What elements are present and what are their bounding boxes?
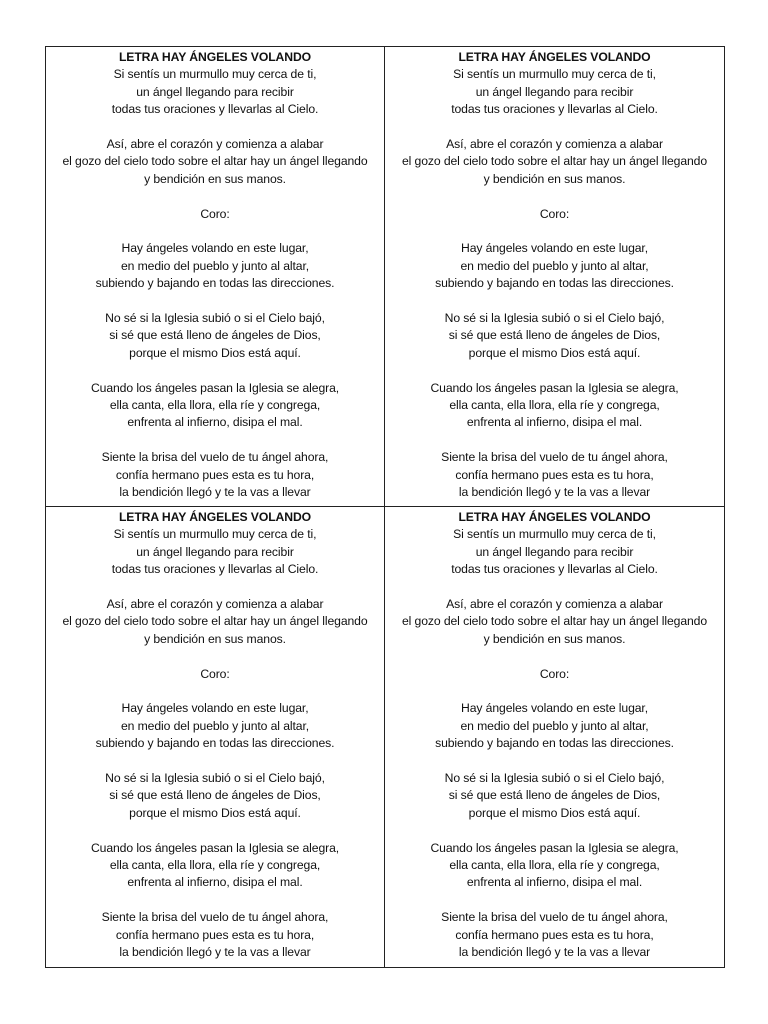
lyric-line: Así, abre el corazón y comienza a alabar [446,597,663,612]
lyric-line: si sé que está lleno de ángeles de Dios, [109,788,321,803]
lyrics-card-top-left [46,47,385,507]
lyric-line: subiendo y bajando en todas las direcciones. [95,736,335,751]
lyric-line: en medio del pueblo y junto al altar, [120,718,310,733]
chorus-label: Coro: [539,206,570,221]
lyric-line: si sé que está lleno de ángeles de Dios, [448,328,661,343]
lyric-line: un ángel llegando para recibir [475,544,634,559]
lyric-line: si sé que está lleno de ángeles de Dios, [448,788,661,803]
lyric-line: la bendición llegó y te la vas a llevar [458,945,651,960]
lyric-line: en medio del pueblo y junto al altar, [460,258,649,273]
lyrics-title: LETRA HAY ÁNGELES VOLANDO [118,50,312,64]
stanza-gap [385,293,724,310]
lyric-line: Siente la brisa del vuelo de tu ángel ahora, [101,450,329,465]
lyric-line: Siente la brisa del vuelo de tu ángel ahora, [101,910,329,925]
lyric-line: enfrenta al infierno, disipa el mal. [127,875,303,890]
stanza-gap [46,822,384,839]
lyric-line: subiendo y bajando en todas las direcciones. [435,276,674,291]
lyric-line: porque el mismo Dios está aquí. [468,805,641,820]
lyric-line: la bendición llegó y te la vas a llevar [119,945,311,960]
stanza-gap [46,648,384,665]
lyrics-card-bottom-left [46,507,385,967]
stanza-gap [385,188,724,205]
stanza-gap [46,223,384,240]
lyric-line: Si sentís un murmullo muy cerca de ti, [453,527,656,542]
lyric-line: enfrenta al infierno, disipa el mal. [127,415,303,430]
lyrics-card-bottom-right [385,507,724,967]
lyric-line: ella canta, ella llora, ella ríe y congrega, [449,858,660,873]
lyric-line: la bendición llegó y te la vas a llevar [119,485,311,500]
chorus-label: Coro: [539,666,570,681]
stanza-gap [46,432,384,449]
lyric-line: porque el mismo Dios está aquí. [468,345,641,360]
stanza-gap [46,293,384,310]
lyric-line: No sé si la Iglesia subió o si el Cielo bajó, [444,771,665,786]
lyric-line: Cuando los ángeles pasan la Iglesia se alegra, [430,380,679,395]
lyric-line: todas tus oraciones y llevarlas al Cielo. [111,102,319,117]
lyric-line: el gozo del cielo todo sobre el altar hay un ángel llegando [62,154,368,169]
lyric-line: Cuando los ángeles pasan la Iglesia se alegra, [430,840,679,855]
lyric-line: el gozo del cielo todo sobre el altar hay un ángel llegando [401,614,708,629]
lyric-line: el gozo del cielo todo sobre el altar hay un ángel llegando [401,154,708,169]
lyric-line: y bendición en sus manos. [144,631,286,646]
lyric-line: Siente la brisa del vuelo de tu ángel ahora, [441,910,668,925]
lyric-line: Hay ángeles volando en este lugar, [461,701,648,716]
lyric-line: Cuando los ángeles pasan la Iglesia se alegra, [90,840,340,855]
lyric-line: Así, abre el corazón y comienza a alabar [106,597,324,612]
lyric-line: en medio del pueblo y junto al altar, [120,258,310,273]
lyric-line: Así, abre el corazón y comienza a alabar [446,137,663,152]
lyric-line: y bendición en sus manos. [483,631,626,646]
stanza-gap [385,119,724,136]
lyric-line: confía hermano pues esta es tu hora, [455,927,654,942]
stanza-gap [385,648,724,665]
lyrics-sheet [45,46,725,968]
lyric-line: ella canta, ella llora, ella ríe y congrega, [109,398,321,413]
stanza-gap [385,753,724,770]
stanza-gap [385,432,724,449]
lyric-line: Cuando los ángeles pasan la Iglesia se alegra, [90,380,340,395]
lyric-line: Hay ángeles volando en este lugar, [121,241,309,256]
stanza-gap [46,188,384,205]
lyric-line: un ángel llegando para recibir [136,544,294,559]
lyrics-card-top-right [385,47,724,507]
lyric-line: la bendición llegó y te la vas a llevar [458,485,651,500]
lyric-line: Si sentís un murmullo muy cerca de ti, [453,67,656,82]
lyric-line: un ángel llegando para recibir [136,84,294,99]
lyric-line: porque el mismo Dios está aquí. [129,805,301,820]
lyric-line: y bendición en sus manos. [144,171,286,186]
lyric-line: ella canta, ella llora, ella ríe y congrega, [449,398,660,413]
stanza-gap [46,753,384,770]
lyric-line: No sé si la Iglesia subió o si el Cielo bajó, [444,311,665,326]
lyric-line: y bendición en sus manos. [483,171,626,186]
lyric-line: el gozo del cielo todo sobre el altar hay un ángel llegando [62,614,368,629]
lyric-line: Hay ángeles volando en este lugar, [461,241,648,256]
lyric-line: confía hermano pues esta es tu hora, [115,467,315,482]
lyric-line: No sé si la Iglesia subió o si el Cielo bajó, [105,771,325,786]
lyric-line: todas tus oraciones y llevarlas al Cielo. [451,562,658,577]
stanza-gap [46,362,384,379]
lyric-line: todas tus oraciones y llevarlas al Cielo. [111,562,319,577]
lyrics-title: LETRA HAY ÁNGELES VOLANDO [458,50,651,64]
stanza-gap [46,579,384,596]
lyric-line: confía hermano pues esta es tu hora, [115,927,315,942]
lyric-line: subiendo y bajando en todas las direcciones. [435,736,674,751]
lyric-line: enfrenta al infierno, disipa el mal. [466,875,643,890]
lyric-line: porque el mismo Dios está aquí. [129,345,301,360]
lyric-line: un ángel llegando para recibir [475,84,634,99]
lyric-line: Si sentís un murmullo muy cerca de ti, [113,67,317,82]
lyric-line: confía hermano pues esta es tu hora, [455,467,654,482]
lyric-line: Si sentís un murmullo muy cerca de ti, [113,527,317,542]
lyrics-title: LETRA HAY ÁNGELES VOLANDO [118,510,312,524]
stanza-gap [385,822,724,839]
lyrics-title: LETRA HAY ÁNGELES VOLANDO [458,510,651,524]
chorus-label: Coro: [200,206,230,221]
stanza-gap [385,362,724,379]
lyric-line: en medio del pueblo y junto al altar, [460,718,649,733]
lyric-line: si sé que está lleno de ángeles de Dios, [109,328,321,343]
stanza-gap [385,892,724,909]
lyric-line: No sé si la Iglesia subió o si el Cielo bajó, [105,311,325,326]
stanza-gap [385,579,724,596]
stanza-gap [385,683,724,700]
lyric-line: Siente la brisa del vuelo de tu ángel ahora, [441,450,668,465]
stanza-gap [46,683,384,700]
lyric-line: subiendo y bajando en todas las direcciones. [95,276,335,291]
lyric-line: ella canta, ella llora, ella ríe y congrega, [109,858,321,873]
stanza-gap [46,892,384,909]
lyric-line: enfrenta al infierno, disipa el mal. [466,415,643,430]
chorus-label: Coro: [200,666,230,681]
lyric-line: Así, abre el corazón y comienza a alabar [106,137,324,152]
stanza-gap [46,119,384,136]
stanza-gap [385,223,724,240]
lyric-line: Hay ángeles volando en este lugar, [121,701,309,716]
lyric-line: todas tus oraciones y llevarlas al Cielo. [451,102,658,117]
